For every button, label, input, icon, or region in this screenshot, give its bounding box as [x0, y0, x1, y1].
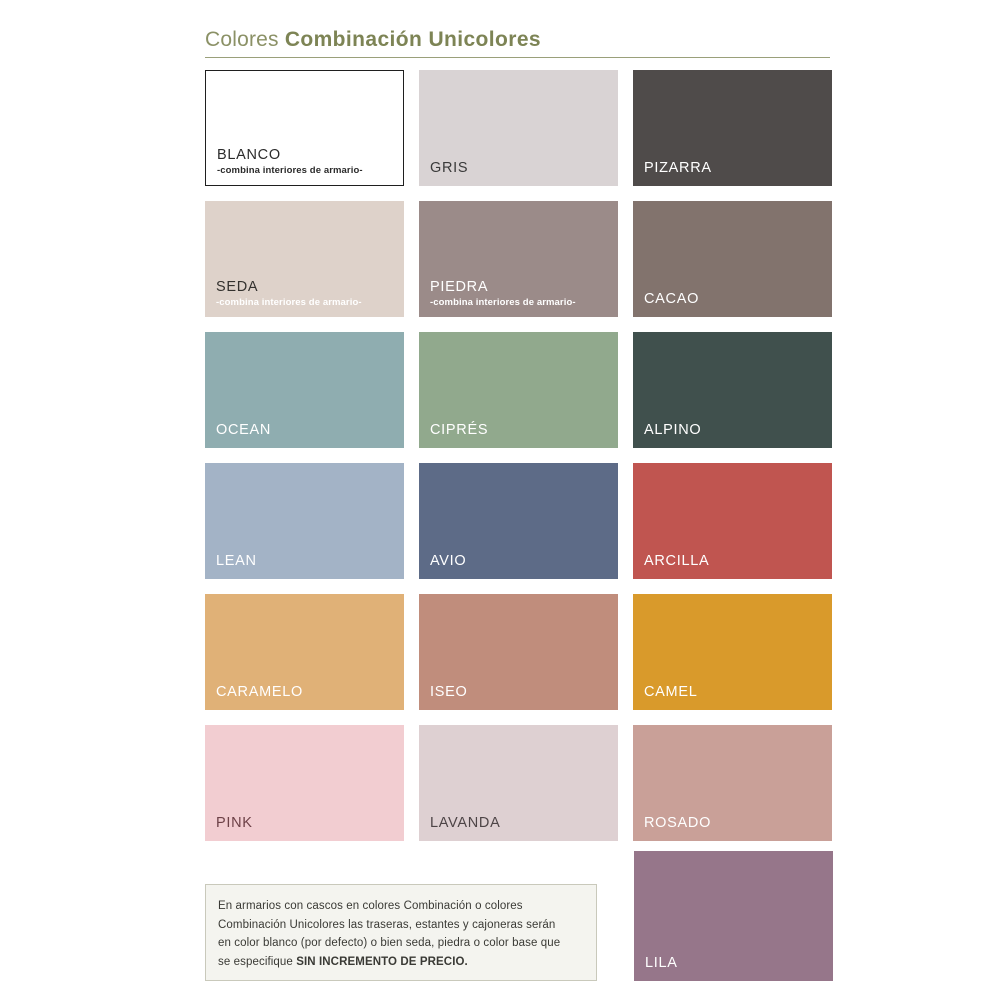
swatch-name: SEDA [216, 278, 259, 295]
swatch-name: CACAO [644, 291, 700, 308]
footnote-line-4 [218, 953, 582, 972]
swatch-rosado[interactable] [633, 725, 832, 841]
swatch-alpino[interactable] [633, 332, 832, 448]
swatch-name: ISEO [430, 684, 468, 701]
swatch-pizarra[interactable] [633, 70, 832, 186]
swatch-name: PIZARRA [644, 160, 712, 177]
swatch-name: GRIS [430, 160, 469, 177]
title-divider [205, 57, 830, 58]
swatch-name: AVIO [430, 553, 467, 570]
swatch-arcilla[interactable] [633, 463, 832, 579]
page-title-primary: Colores [205, 28, 279, 51]
swatch-lean[interactable] [205, 463, 404, 579]
swatch-iseo[interactable] [419, 594, 618, 710]
swatch-lila[interactable] [634, 851, 833, 981]
swatch-row [205, 725, 832, 841]
swatch-name: LEAN [216, 553, 257, 570]
swatch-name: LAVANDA [430, 815, 501, 832]
swatch-avio[interactable] [419, 463, 618, 579]
footnote-box [205, 884, 597, 981]
swatch-row [205, 70, 832, 186]
page-title-secondary: Combinación Unicolores [284, 28, 541, 51]
swatch-name: ROSADO [644, 815, 712, 832]
footnote-line-4-text: se especifique [218, 955, 297, 968]
swatch-name: ARCILLA [644, 553, 710, 570]
swatch-blanco[interactable] [205, 70, 404, 186]
swatch-name: ALPINO [644, 422, 702, 439]
swatch-row [205, 201, 832, 317]
swatch-caramelo[interactable] [205, 594, 404, 710]
swatch-pink[interactable] [205, 725, 404, 841]
footnote-line-3: en color blanco (por defecto) o bien seda, piedra o color base que [218, 937, 561, 950]
swatch-seda[interactable] [205, 201, 404, 317]
swatch-name: CIPRÉS [430, 422, 489, 439]
swatch-piedra[interactable] [419, 201, 618, 317]
swatch-lavanda[interactable] [419, 725, 618, 841]
swatch-name: PINK [216, 815, 253, 832]
footnote-line-2: Combinación Unicolores las traseras, estantes y cajoneras serán [218, 918, 556, 931]
swatch-subtitle: -combina interiores de armario- [430, 296, 576, 308]
swatch-subtitle: -combina interiores de armario- [217, 164, 363, 176]
swatch-name: PIEDRA [430, 278, 489, 295]
swatch-cipres[interactable] [419, 332, 618, 448]
swatch-name: CAMEL [644, 684, 698, 701]
swatch-name: CARAMELO [216, 684, 303, 701]
swatch-row [205, 463, 832, 579]
swatch-gris[interactable] [419, 70, 618, 186]
footnote-emphasis: SIN INCREMENTO DE PRECIO. [296, 955, 468, 968]
swatch-row [205, 332, 832, 448]
swatch-ocean[interactable] [205, 332, 404, 448]
page-title [205, 28, 830, 52]
swatch-name: BLANCO [217, 146, 281, 163]
color-swatch-grid [205, 70, 832, 856]
swatch-row [205, 594, 832, 710]
swatch-name: LILA [645, 955, 678, 972]
swatch-name: OCEAN [216, 422, 272, 439]
swatch-subtitle: -combina interiores de armario- [216, 296, 362, 308]
swatch-cacao[interactable] [633, 201, 832, 317]
swatch-camel[interactable] [633, 594, 832, 710]
footnote-line-1: En armarios con cascos en colores Combinación o colores [218, 900, 523, 912]
